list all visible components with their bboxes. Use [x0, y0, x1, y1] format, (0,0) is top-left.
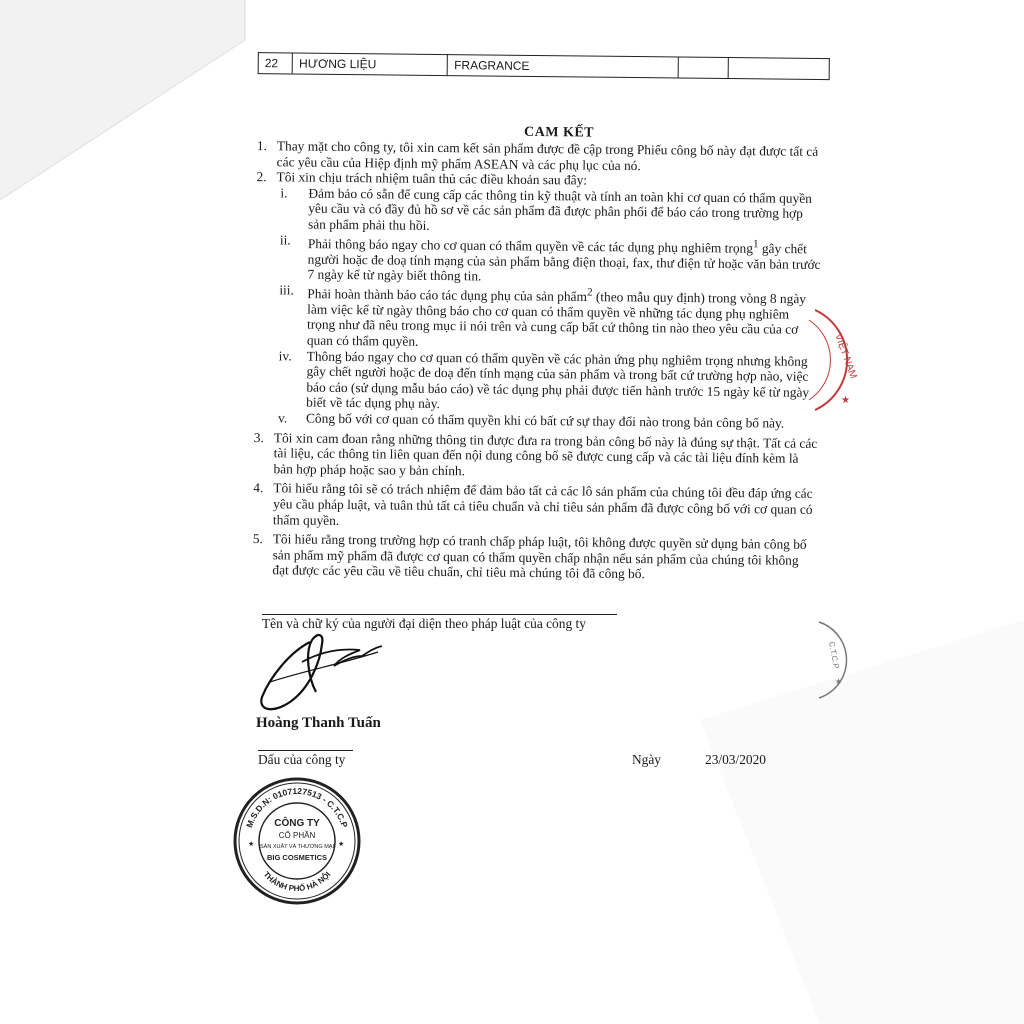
stamp-line3: SẢN XUẤT VÀ THƯƠNG MẠI: [259, 844, 335, 850]
date-label: Ngày: [632, 752, 662, 767]
footnote-marker: 1: [752, 237, 759, 250]
sub-list-item: iv. Thông báo ngay cho cơ quan có thẩm quyền về các phản ứng phụ nghiêm trọng nhưng không gây chết người hoặc đe doạ đến tính mạng của sản phẩm và trong bất cứ trường hợp nào, việc báo cáo (sử dụng mẫu báo cáo) về tác dụng phụ phải được tiến hành trước 15 ngày kể từ ngày biết về tác dụng phụ này.: [278, 347, 810, 412]
svg-text:★: ★: [248, 840, 255, 848]
empty-cell: [728, 58, 829, 80]
stamp-line4: BIG COSMETICS: [266, 853, 328, 862]
signature-label: Tên và chữ ký của người đại diện theo pháp luật của công ty: [262, 616, 586, 631]
signature-rule: [262, 614, 617, 615]
empty-cell: [679, 57, 729, 79]
sub-list-item: ii. Phải thông báo ngay cho cơ quan có thẩm quyền về các tác dụng phụ nghiêm trọng$^1$ gây chết người hoặc đe doạ tính mạng của sản phẩm bằng điện thoại, fax, thư điện tử hoặc văn bản trước 7 ngày kể từ ngày biết thông tin.: [279, 231, 821, 284]
row-number: 22: [258, 53, 293, 74]
list-item: 3. Tôi xin cam đoan rằng những thông tin được đưa ra trong bản công bố này là đúng sự thật. Tất cả các tài liệu, các thông tin liên quan đến nội dung công bố sẽ được cung cấp và các tài liệu đính kèm là bản hợp pháp hoặc sao y bản chính.: [253, 429, 818, 479]
en-ingredient-name: FRAGRANCE: [448, 55, 679, 78]
red-stamp-text: VIỆT NAM: [832, 332, 859, 381]
list-item: 2. Tôi xin chịu trách nhiệm tuân thủ các điều khoản sau đây:: [256, 169, 588, 188]
date-value: 23/03/2020: [705, 752, 767, 767]
sub-list-item: v. Công bố với cơ quan có thẩm quyền khi có bất cứ sự thay đổi nào trong bản công bố này.: [277, 410, 785, 431]
commitment-body: [252, 138, 822, 584]
list-item: 4. Tôi hiểu rằng tôi sẽ có trách nhiệm để đảm bảo tất cả các lô sản phẩm của chúng tôi đều đáp ứng các yêu cầu pháp luật, và tuân thủ tất cả tiêu chuẩn và chỉ tiêu sản phẩm đã được công bố với cơ quan có thẩm quyền.: [253, 480, 813, 528]
stamp-line2: CỔ PHẦN: [278, 831, 316, 840]
stamp-bottom-text: THÀNH PHỐ HÀ NỘI: [261, 869, 333, 894]
stamp-label: Dấu của công ty: [258, 752, 346, 767]
ingredient-row-table: [258, 52, 830, 80]
sub-list-item: iii. Phải hoàn thành báo cáo tác dụng phụ của sản phẩm$^2$ (theo mẫu quy định) trong vòng 8 ngày làm việc kể từ ngày thông báo cho cơ quan có thẩm quyền về những tác dụng phụ nghiêm trọng như đã nêu trong mục ii nói trên và cung cấp bất cứ thông tin nào theo yêu cầu của cơ quan có thẩm quyền.: [279, 282, 807, 349]
list-item: 5. Tôi hiểu rằng trong trường hợp có tranh chấp pháp luật, tôi không được quyền sử dụng bản công bố sản phẩm mỹ phẩm đã được cơ quan có thẩm quyền chấp nhận nếu sản phẩm của chúng tôi không đạt được các yêu cầu về tiêu chuẩn, chỉ tiêu mà chúng tôi đã công bố.: [252, 531, 807, 582]
svg-text:THÀNH PHỐ HÀ NỘI: [262, 870, 333, 893]
company-stamp: [232, 776, 362, 906]
svg-text:★: ★: [841, 395, 850, 406]
svg-text:★: ★: [835, 677, 843, 686]
stamp-rule: [258, 750, 353, 751]
footnote-marker: 2: [586, 286, 593, 299]
vn-ingredient-name: HƯƠNG LIỆU: [292, 53, 447, 76]
grey-stamp-text: C.T.C.P: [827, 640, 841, 670]
stamp-line1: CÔNG TY: [274, 818, 320, 829]
svg-text:★: ★: [338, 840, 345, 848]
signer-name: Hoàng Thanh Tuấn: [256, 715, 381, 731]
sub-list-item: i. Đảm bảo có sẵn để cung cấp các thông tin kỹ thuật và tính an toàn khi cơ quan có thẩm quyền yêu cầu và có đầy đủ hồ sơ về các sản phẩm đã được phân phối để báo cáo trong trường hợp sản phẩm phải thu hồi.: [280, 185, 812, 233]
document-title: CAM KẾT: [523, 124, 595, 141]
handwritten-signature: [250, 622, 400, 717]
list-item: 1. Thay mặt cho công ty, tôi xin cam kết sản phẩm được đề cập trong Phiếu công bố này đạt được tất cả các yêu cầu của Hiệp định mỹ phẩm ASEAN và các phụ lục của nó.: [256, 138, 819, 173]
stamp-ring-text: M.S.D.N: 0107127513 - C.T.C.P: [244, 785, 350, 829]
